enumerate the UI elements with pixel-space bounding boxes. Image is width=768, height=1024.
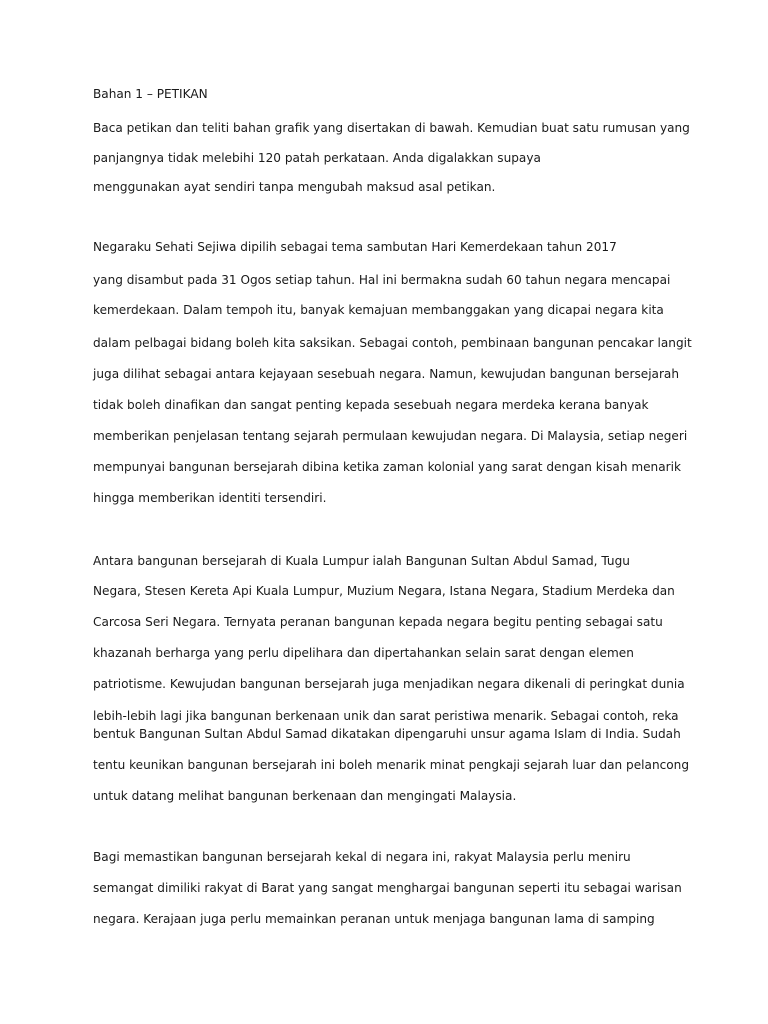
paragraph1-line: Negaraku Sehati Sejiwa dipilih sebagai tema sambutan Hari Kemerdekaan tahun 2017 xyxy=(93,240,617,254)
paragraph3-line: semangat dimiliki rakyat di Barat yang sangat menghargai bangunan seperti itu sebagai warisan xyxy=(93,881,682,895)
paragraph3-line: negara. Kerajaan juga perlu memainkan peranan untuk menjaga bangunan lama di samping xyxy=(93,912,655,926)
paragraph2-line: bentuk Bangunan Sultan Abdul Samad dikatakan dipengaruhi unsur agama Islam di India. Sudah xyxy=(93,727,681,741)
section-heading: Bahan 1 – PETIKAN xyxy=(93,87,208,101)
paragraph1-line: yang disambut pada 31 Ogos setiap tahun. Hal ini bermakna sudah 60 tahun negara mencapai xyxy=(93,273,671,287)
paragraph1-line: hingga memberikan identiti tersendiri. xyxy=(93,491,327,505)
paragraph2-line: Carcosa Seri Negara. Ternyata peranan bangunan kepada negara begitu penting sebagai satu xyxy=(93,615,663,629)
paragraph2-line: lebih-lebih lagi jika bangunan berkenaan unik dan sarat peristiwa menarik. Sebagai contoh, reka xyxy=(93,709,679,723)
paragraph2-line: khazanah berharga yang perlu dipelihara dan dipertahankan selain sarat dengan elemen xyxy=(93,646,634,660)
paragraph1-line: kemerdekaan. Dalam tempoh itu, banyak kemajuan membanggakan yang dicapai negara kita xyxy=(93,303,664,317)
instruction-line: Baca petikan dan teliti bahan grafik yang disertakan di bawah. Kemudian buat satu rumusan yang xyxy=(93,121,690,135)
paragraph1-line: dalam pelbagai bidang boleh kita saksikan. Sebagai contoh, pembinaan bangunan pencakar langit xyxy=(93,336,692,350)
paragraph2-line: Antara bangunan bersejarah di Kuala Lumpur ialah Bangunan Sultan Abdul Samad, Tugu xyxy=(93,554,630,568)
paragraph2-line: Negara, Stesen Kereta Api Kuala Lumpur, Muzium Negara, Istana Negara, Stadium Merdeka dan xyxy=(93,584,675,598)
paragraph2-line: untuk datang melihat bangunan berkenaan dan mengingati Malaysia. xyxy=(93,789,517,803)
paragraph2-line: tentu keunikan bangunan bersejarah ini boleh menarik minat pengkaji sejarah luar dan pelancong xyxy=(93,758,690,772)
paragraph1-line: tidak boleh dinafikan dan sangat penting kepada sesebuah negara merdeka kerana banyak xyxy=(93,398,649,412)
paragraph2-line: patriotisme. Kewujudan bangunan bersejarah juga menjadikan negara dikenali di peringkat dunia xyxy=(93,677,685,691)
paragraph1-line: memberikan penjelasan tentang sejarah permulaan kewujudan negara. Di Malaysia, setiap negeri xyxy=(93,429,688,443)
paragraph3-line: Bagi memastikan bangunan bersejarah kekal di negara ini, rakyat Malaysia perlu meniru xyxy=(93,850,631,864)
instruction-line: panjangnya tidak melebihi 120 patah perkataan. Anda digalakkan supaya xyxy=(93,151,541,165)
paragraph1-line: mempunyai bangunan bersejarah dibina ketika zaman kolonial yang sarat dengan kisah menarik xyxy=(93,460,681,474)
paragraph1-line: juga dilihat sebagai antara kejayaan sesebuah negara. Namun, kewujudan bangunan bersejarah xyxy=(93,367,680,381)
instruction-line: menggunakan ayat sendiri tanpa mengubah maksud asal petikan. xyxy=(93,180,496,194)
